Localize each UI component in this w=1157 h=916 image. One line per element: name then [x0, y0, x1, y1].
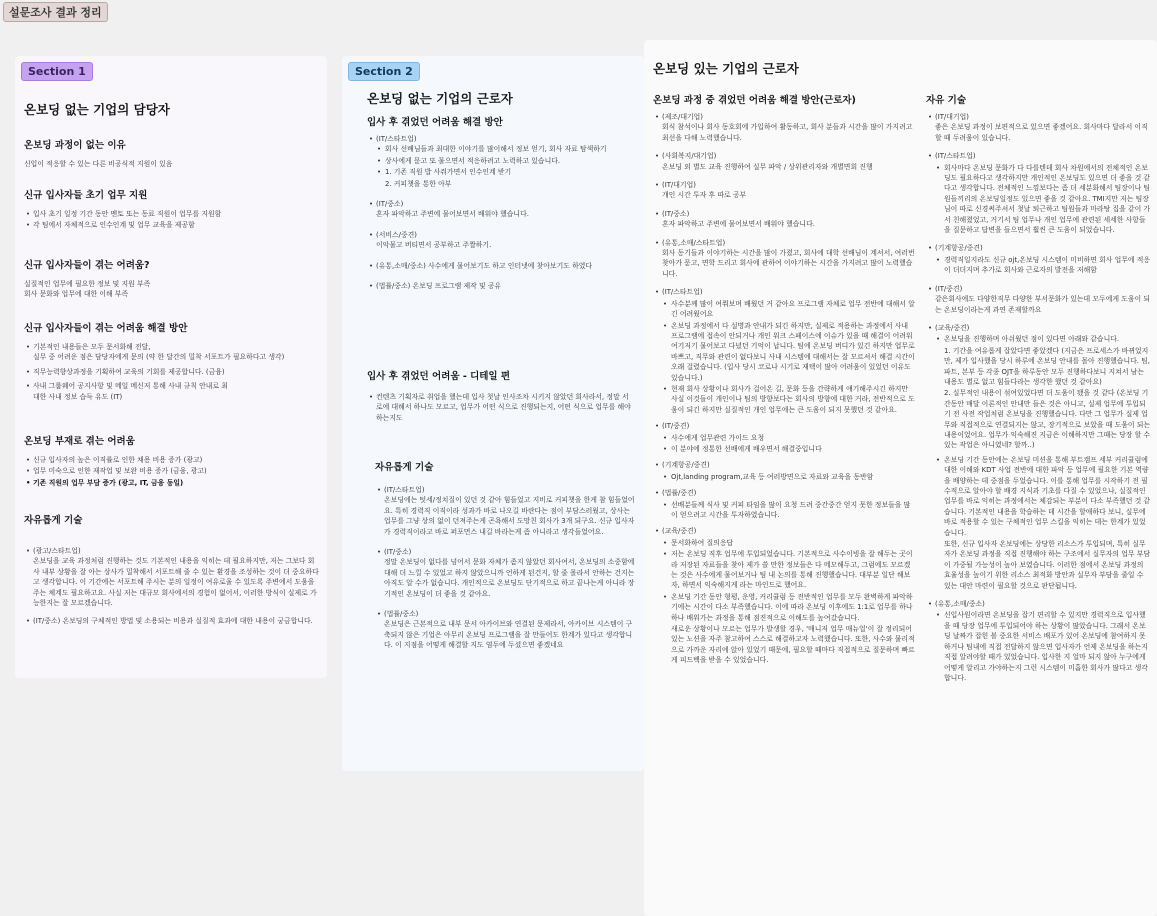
list-item: • 1. 기존 직원 밥 사줘가면서 인수인계 받기 — [367, 167, 635, 177]
s3-solution-heading: 온보딩 과정 중 겪었던 어려움 해결 방안(근로자) — [653, 95, 856, 106]
s1-reason-heading: 온보딩 과정이 없는 이유 — [24, 140, 126, 151]
list-item: • 문서화하여 질의응답 — [653, 538, 915, 548]
list-item: • 업무 미숙으로 인한 재작업 및 보완 비용 증가 (금융, 광고) — [24, 466, 322, 476]
list-item-text: 회식 참석이나 회사 동호회에 가입하여 활동하고, 회사 분들과 시간을 많이 가지려고 최선을 다해 노력했습니다. — [662, 123, 913, 142]
list-item: 2. 커피챗을 통한 아부 — [385, 179, 452, 188]
list-item: • 직무능력향상과정을 기획하여 교육의 기회를 제공합니다. (금융) — [24, 367, 322, 377]
list-item: 2. 실무적인 내용이 섞여있었다면 더 도움이 됐을 것 같다 (온보딩 기간동안 매달 이론적인 안내만 들은 것은 아니고, 실제 업무에 투입되기 전 사전 작업처럼 온보딩을 진행했습니다. 다만 그 업무가 실제 업무와 직접적으로 연결되지는 않고, 장기적으로 보았을 때 도움이 되는 내용이었어요. 업무가 익숙해진 지금은 이해하지만 그때는 당장 할 수 있는 작업은 아니였네? 할까..) — [944, 389, 1151, 450]
list-item: • 신입사원이라면 온보딩을 잡기 편리할 수 있지만 경력직으로 입사했을 때 당장 업무에 투입되어야 하는 상황이 많았습니다. 그래서 온보딩 날짜가 잡힌 볼 중요한 서비스 배포가 있어 온보딩에 참여하지 못하거나 팀내에 직접 전달하지 않으면 입사자가 언제 온보딩을 하는지 직접 알려야할 때가 있었습니다. 입사한 지 얼마 되지 않아 누구에게 어떻게 알리고 가야하는지 그런 시스템이 미흡한 회사가 많다고 생각합니다. — [926, 610, 1151, 683]
list-item — [24, 546, 320, 608]
s2-block-solution — [367, 114, 635, 292]
list-item-text: 온보딩 외 별도 교육 진행하여 실무 파악 / 상위관리자와 개별면회 진행 — [662, 162, 873, 171]
s3-column-solution — [653, 92, 915, 667]
list-item-text: 좋은 온보딩 과정이 보편적으로 있으면 좋겠어요. 회사마다 달라서 이직할 때 두려움이 있습니다. — [935, 123, 1148, 142]
s1-difficulty-heading: 신규 입사자들이 겪는 어려움? — [24, 260, 150, 271]
section-1-tag: Section 1 — [21, 62, 93, 81]
list-item-text: (IT/중소) — [376, 200, 404, 209]
s1-block-reason — [24, 137, 319, 169]
list-item-text: 실무 중 어려운 점은 담당자에게 문의 (약 한 달간의 밀착 서포트가 필요하다고 생각) — [33, 353, 285, 362]
s1-block-support — [24, 187, 319, 232]
list-item — [375, 609, 635, 651]
list-item-text: 회사 동기들과 이야기하는 시간을 많이 가졌고, 회사에 대학 선배님이 계셔서, 여러번 찾아가 묻고, 면학 드리고 회사에 관하여 이야기하는 시간을 가지려고 많이 노력했습니다. — [662, 249, 915, 278]
list-item-text: (IT/중견) — [935, 284, 963, 293]
s2-detail-heading: 입사 후 겪었던 어려움 - 디테일 편 — [367, 371, 511, 382]
list-item: • 회사 선배님들과 최대한 이야기를 많이해서 정보 얻기, 회사 자료 탐색하기 — [367, 144, 635, 154]
list-item — [653, 238, 915, 280]
list-item: • (IT/스타트업) — [653, 287, 915, 297]
list-item — [367, 230, 635, 251]
list-item: • 기존 직원의 업무 부담 증가 (광고, IT, 금융 동일) — [24, 478, 322, 488]
list-item: • 온보딩 과정에서 다 설명과 안내가 되긴 하지만, 실제로 적용하는 과정에서 사내 프로그램에 접속이 안되거나 개인 워크 스페이스에 이슈가 있을 때 해결이 어려워 여기저기 물어보고 다녔던 기억이 납니다. 팀에 온보딩 버디가 있긴 하지만 업무로 바쁘고, 직무와 관련이 없다보니 사내 시스템에 대해서는 잘 모르셔서 해결 시간이 오래 걸렸습니다. (입사 당시 코로나 시기로 재택이 많아 어려움이 있었던 이유도 있습니다.) — [653, 321, 915, 383]
list-item-text: 온보딩은 근본적으로 내부 문서 아카이브와 연결된 문제라서, 아카이브 시스템이 구축되지 않은 기업은 아무리 온보딩 프로그램을 잘 만들어도 한계가 있다고 생각합니다. 이 지점을 어떻게 해결할 지도 염두에 두셨으면 좋겠네요 — [384, 620, 633, 650]
list-item: • (유통,소매/중소) 사수에게 물어보기도 하고 인터넷에 찾아보기도 하였다 — [367, 261, 635, 271]
s1-free-heading: 자유롭게 기술 — [24, 515, 83, 526]
list-item: • 온보딩 기간 동안 형평, 운영, 커리큘럼 등 전반적인 업무를 모두 완벽하게 파악하기에는 시간이 다소 부족했습니다. 이에 따라 온보딩 이후에도 1:1로 업무를 하나하나 배워가는 과정을 통해 점진적으로 이해도를 높여갔습니다. — [653, 592, 915, 623]
list-item-text: 혼자 파악하고 주변에 물어보면서 배워야 했습니다. — [662, 220, 815, 229]
list-item — [367, 199, 635, 220]
list-item-text: (IT/대기업) — [662, 181, 696, 190]
s1-support-heading: 신규 입사자들 초기 업무 지원 — [24, 190, 148, 201]
list-item — [24, 342, 322, 363]
list-item-text: (광고/스타트업) — [33, 547, 81, 555]
list-item-text: 개인 시간 투자 후 따로 공부 — [662, 191, 747, 200]
list-item: • 입사 초기 일정 기간 동안 멘토 또는 동료 직원이 업무를 지원함 — [24, 209, 319, 219]
list-item-text: (IT/중소) — [662, 209, 690, 218]
list-item-text: (IT/스타트업) — [384, 486, 425, 494]
s3-column-free — [926, 92, 1151, 684]
s1-block-solution — [24, 320, 322, 403]
list-item-text: 사내 그룹웨어 공지사항 및 메일 메신저 통해 사내 규칙 안내로 최 — [33, 382, 228, 391]
list-item: • (법률/중소) 온보딩 프로그램 제작 및 공유 — [367, 281, 635, 291]
list-item — [653, 112, 915, 143]
list-item: • 이 분야에 정통한 선배에게 배우면서 해결중입니다 — [653, 444, 915, 454]
list-item-text: (법률/중소) — [384, 610, 419, 619]
list-item — [926, 112, 1151, 143]
list-item-text: (IT/대기업) — [935, 113, 969, 121]
list-item-text: (유통,소매/스타트업) — [662, 238, 726, 247]
list-item: • 상사에게 묻고 또 물으면서 적응하려고 노력하고 있습니다. — [367, 156, 635, 166]
list-item: • 각 팀에서 자체적으로 인수인계 및 업무 교육을 제공함 — [24, 220, 319, 230]
section-2-panel — [342, 56, 644, 771]
section-3-title: 온보딩 있는 기업의 근로자 — [653, 61, 799, 76]
section-1-panel — [15, 56, 327, 678]
list-item: • 선배분들께 식사 및 커피 타임을 많이 요청 드려 중간중간 얻지 못한 정보들을 많이 얻으려고 시간을 투자하였습니다. — [653, 500, 915, 521]
list-item-text: 기본적인 내용들은 모두 문서화해 전달, — [33, 343, 151, 351]
s3-free-heading: 자유 기술 — [926, 95, 967, 106]
board-title: 설문조사 결과 정리 — [3, 2, 108, 22]
s1-absence-heading: 온보딩 부재로 겪는 어려움 — [24, 436, 135, 447]
list-item-text: 혼자 파악하고 주변에 물어보면서 배워야 했습니다. — [376, 210, 529, 219]
list-item: • 온보딩을 진행하며 아쉬웠던 점이 있다면 아래와 같습니다. — [926, 334, 1151, 344]
section-2-tag: Section 2 — [348, 62, 420, 81]
list-item-text: 대한 사내 정보 습득 유도 (IT) — [33, 392, 123, 401]
list-item: 1. 기간을 여유롭게 잡았다면 좋았겠다 (지금은 프로세스가 바뀌었지만, 제가 입사했을 당시 하루에 온보딩 안내를 몰아 진행했습니다. 팀, 파트, 본부 등 각종 OJT을 하루동안 모두 진행하다보니 지쳐서 남는 내용도 별로 없고 힘들다라는 생각한 했던 것 같아요) — [944, 346, 1151, 386]
s1-reason-text: 신입이 적응할 수 있는 다른 비공식적 지원이 있음 — [24, 160, 173, 168]
list-item-text: (사회복지/대기업) — [662, 152, 717, 161]
list-item — [375, 547, 635, 599]
list-item: • (IT/중소) 온보딩의 구체적인 방법 및 소용되는 비용과 실질적 효과에 대한 내용이 궁금합니다. — [24, 616, 320, 626]
list-item — [926, 284, 1151, 315]
list-item: • (IT/중견) — [653, 421, 915, 431]
list-item: • 온보딩 기간 동안에는 온보딩 미션을 통해 부트캠프 세부 커리큘럼에 대한 이해와 KDT 사업 전반에 대한 파악 등 업무에 필요한 기본 역량을 배양하는 데 중점을 두었습니다. 이를 통해 업무를 시작하기 전 필수적으로 알아야 할 배경 지식과 기초를 다질 수 있었으나, 실질적인 업무를 바로 익히는 과정에서는 체감되는 부분이 다소 부족했던 것 같습니다. 기본적인 내용을 학습하는 데 시간을 할애하다 보니, 실무에 바로 적용할 수 있는 구체적인 업무 스킬을 익히는 데는 한계가 있었습니다. — [926, 455, 1151, 538]
list-item — [24, 381, 322, 402]
list-item: • (IT/스타트업) — [926, 151, 1151, 161]
list-item: 또한, 신규 입사자 온보딩에는 상당한 리소스가 투입되며, 특히 실무자가 온보딩 과정을 직접 진행해야 하는 구조에서 실무자의 업무 부담이 가중될 가능성이 높아 보였습니다. 이러한 점에서 온보딩 과정의 효율성을 높이기 위한 리소스 최적화 방안과 실무자 부담을 줄일 수 있는 대안 마련이 필요할 것으로 판단됩니다. — [944, 540, 1151, 590]
list-item-text: (서비스/중견) — [376, 230, 417, 239]
s1-difficulty-line-2: 회사 문화와 업무에 대한 이해 부족 — [24, 290, 129, 299]
list-item: • 컨텐츠 기획자로 취업을 했는데 입사 첫날 인사조차 시키지 않았던 회사라서, 정말 서로에 대해서 하나도 모르고, 업무가 어떤 식으로 진행되는지, 어떤 식으로 업무를 해야하는지도 — [367, 392, 635, 423]
list-item-text: (IT/중소) — [384, 548, 412, 557]
s2-free-heading: 자유롭게 기술 — [375, 462, 434, 473]
list-item: • (교육/중견) — [653, 526, 915, 536]
section-3-panel — [644, 40, 1157, 916]
list-item: 새로운 상황이나 모르는 업무가 발생할 경우, '매니저 업무 매뉴얼'이 잘 정리되어 있는 노션을 자주 참고하여 스스로 해결하고자 노력했습니다. 또한, 사수와 물리적으로 가까운 자리에 앉아 있었기 때문에, 필요할 때마다 직접적으로 질문하며 빠르게 피드백을 받을 수 있었습니다. — [671, 625, 915, 665]
list-item: • (기계항공/중견) — [926, 243, 1151, 253]
list-item: • (IT/스타트업) — [367, 134, 635, 144]
s1-block-free — [24, 512, 320, 628]
list-item: • 신규 입사자의 높은 이직률로 인한 채용 비용 증가 (광고) — [24, 455, 322, 465]
list-item: • 사수에게 업무관련 가이드 요청 — [653, 433, 915, 443]
s1-difficulty-line-1: 실질적인 업무에 필요한 정보 및 지원 부족 — [24, 280, 151, 288]
list-item-text: 같은회사에도 다양한직무 다양한 부서문화가 있는데 모두에게 도움이 되는 온보딩이라는게 과연 존재할까요 — [935, 295, 1151, 314]
s1-block-difficulty — [24, 257, 319, 300]
list-item: • (기계항공/중견) — [653, 460, 915, 470]
list-item — [375, 485, 635, 537]
s2-block-free — [375, 459, 635, 652]
list-item — [653, 180, 915, 201]
list-item — [653, 151, 915, 172]
list-item: • Ojt,landing program,교육 등 여러방면으로 자료와 교육을 동반함 — [653, 472, 915, 482]
list-item: • 현재 회사 상황이나 회사가 걸어온 길, 문화 등을 간략하게 얘기해주시긴 하지만 사실 이것들이 개인이나 팀의 방향보다는 회사의 방향에 대한 거라, 전반적으로 도움이 되긴 하지만 실질적인 개인 업무에는 큰 도움이 되지 못했던 것 같아요. — [653, 384, 915, 415]
list-item: • (교육/중견) — [926, 323, 1151, 333]
list-item — [653, 209, 915, 230]
list-item: • (법률/중견) — [653, 488, 915, 498]
section-2-title: 온보딩 없는 기업의 근로자 — [367, 91, 513, 106]
s2-solution-heading: 입사 후 겪었던 어려움 해결 방안 — [367, 117, 503, 128]
list-item: • 사수분께 많이 여쭤보며 배웠던 거 같아요 프로그램 자체로 업무 전반에 대해서 알긴 어려웠어요 — [653, 299, 915, 320]
list-item: • 저는 온보딩 직후 업무에 투입되었습니다. 기본적으로 사수이빙을 잘 해두는 곳이라 저장된 자료들을 찾아 제가 쓸 만한 정보들은 다 메모해두고, 그럼에도 모르겠는 것은 사수에게 물어보거나 팀 내 논의를 통해 진행했습니다. 대부분 일단 해보자, 하면서 익숙해지게 라는 마인드로 했어요. — [653, 549, 915, 591]
list-item-text: 온보딩에는 텃세/정치질이 있던 것 같아 힘들었고 지비로 커피챗을 한게 참 힘들었어요. 특히 경력직 이직이라 성과가 바로 나오길 바란다는 점이 부담스러웠고, 상사는 업무를 그냥 상의 없이 던져주는게 곤욕해서 도망친 회사가 3개 되구요. 신규 입사자가 경력직이라고 바로 퍼포먼스 내길 바라는게 좀 아니라고 생각들었어요. — [384, 496, 635, 536]
list-item: • 회사마다 온보딩 문화가 다 다를텐데 회사 차원에서의 전체적인 온보딩도 필요하다고 생각하지만 개인적인 온보딩도 있으면 더 좋을 것 같다고 생각합니다. 전체적인 느낌보다는 좀 더 세분화해서 팀장이나 팀원들끼리의 온보딩일정도 있으면 좋을 것 같아요. TMI지만 저는 팀장님이 따로 신경써주셔서 첫날 퇴근하고 팀원들과 마라탕 집을 같이 가서 친해졌었고, 거기서 팀 업무나 개인 업무에 관련된 세세한 사항들을 질문하고 답변을 들으면서 훨씬 큰 도움이 되었습니다. — [926, 163, 1151, 236]
s1-block-absence — [24, 433, 322, 489]
s2-block-detail — [367, 368, 635, 424]
list-item-text: 온보딩을 교육 과정처럼 진행하는 것도 기본적인 내용을 익히는 데 필요하지만, 저는 그보다 회사 내부 상황을 잘 아는 상사가 밀착해서 서포트해 줄 수 있는 환경을 조성하는 것이 더 중요하다고 생각합니다. 이 기간에는 서포트해 주시는 분의 일정이 여유로울 수 있도록 주변에서 도움을 주는 체계도 필요하고요. 사실 저는 대규모 회사에서의 경험이 없어서, 이러한 방식이 실제로 가능한지는 잘 모르겠습니다. — [33, 557, 319, 608]
section-1-title: 온보딩 없는 기업의 담당자 — [24, 102, 170, 117]
list-item: • 경력직일지라도 신규 ojt,온보딩 시스템이 미비하면 회사 업무에 적응이 더더지며 추가로 회사와 근로자의 발전을 저해함 — [926, 255, 1151, 276]
list-item-text: 정말 온보딩이 없다를 넘어서 문화 자체가 좀지 않았던 회사여서, 온보딩의 소중함에 대해 더 느낄 수 있었고 하지 않았으니까 언하게 된건지, 할 줄 몰라서 안하는 건지는 아직도 알 수가 없습니다. 개인적으로 온보딩도 단기적으로 하고 끝나는게 아니라 장기적인 온보딩이 더 좋을 것 같아요. — [384, 558, 635, 598]
list-item-text: 이악물고 버티면서 공부하고 주짤하기. — [376, 241, 492, 250]
s1-solution-heading: 신규 입사자들이 겪는 어려움 해결 방안 — [24, 323, 188, 334]
list-item-text: (제조/대기업) — [662, 113, 703, 121]
list-item: • (유통,소매/중소) — [926, 599, 1151, 609]
